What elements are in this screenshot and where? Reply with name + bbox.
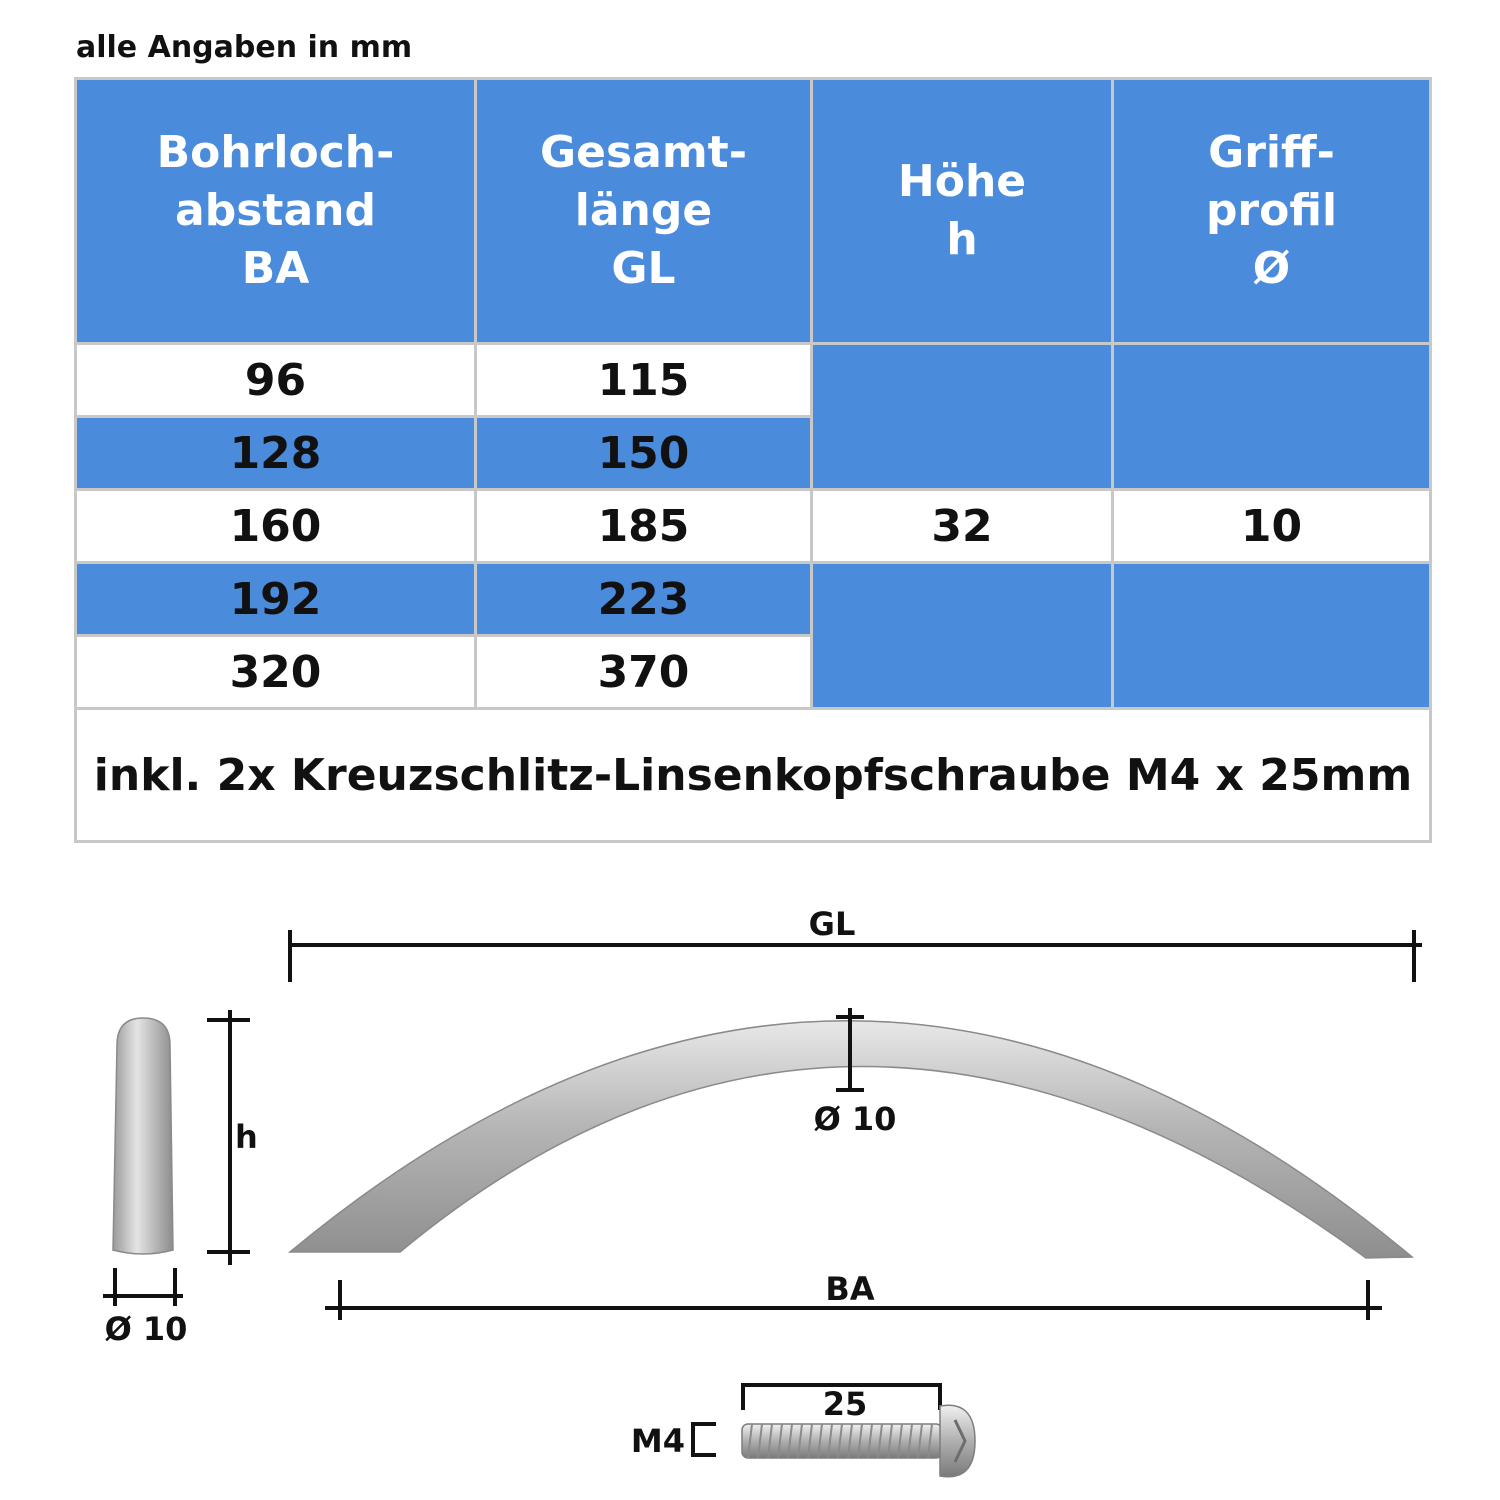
ba-dimension	[325, 1270, 1382, 1320]
screw-length-dimension	[743, 1385, 940, 1423]
cell-gl: 185	[476, 490, 812, 563]
units-note: alle Angaben in mm	[76, 30, 413, 65]
cell-ba: 96	[76, 344, 476, 417]
screw-note: inkl. 2x Kreuzschlitz-Linsenkopfschraube M4 x 25mm	[76, 709, 1431, 842]
cell-profile: 10	[1113, 490, 1431, 563]
gl-label: GL	[808, 905, 856, 943]
cell-ba: 128	[76, 417, 476, 490]
screw-thread-label: M4	[630, 1422, 685, 1460]
ba-label: BA	[825, 1270, 875, 1308]
h-dimension	[207, 1010, 258, 1265]
cell-gl: 370	[476, 636, 812, 709]
handle-side-view	[113, 1018, 173, 1254]
header-hoehe: Höhe h	[812, 79, 1113, 344]
cell-gl: 223	[476, 563, 812, 636]
cell-ba: 192	[76, 563, 476, 636]
header-griffprofil: Griff- profil Ø	[1113, 79, 1431, 344]
cell-ba: 320	[76, 636, 476, 709]
screw-thread-dimension	[631, 1422, 716, 1460]
diameter-side-label: Ø 10	[104, 1310, 188, 1348]
diameter-side-dimension	[103, 1268, 187, 1348]
header-bohrlochabstand: Bohrloch- abstand BA	[76, 79, 476, 344]
cell-height: 32	[812, 490, 1113, 563]
header-gesamtlaenge: Gesamt- länge GL	[476, 79, 812, 344]
cell-gl: 115	[476, 344, 812, 417]
cell-ba: 160	[76, 490, 476, 563]
cell-gl: 150	[476, 417, 812, 490]
screw-length-label: 25	[822, 1385, 868, 1423]
gl-dimension	[290, 905, 1422, 982]
diameter-top-label: Ø 10	[813, 1100, 897, 1138]
h-label: h	[235, 1118, 258, 1156]
